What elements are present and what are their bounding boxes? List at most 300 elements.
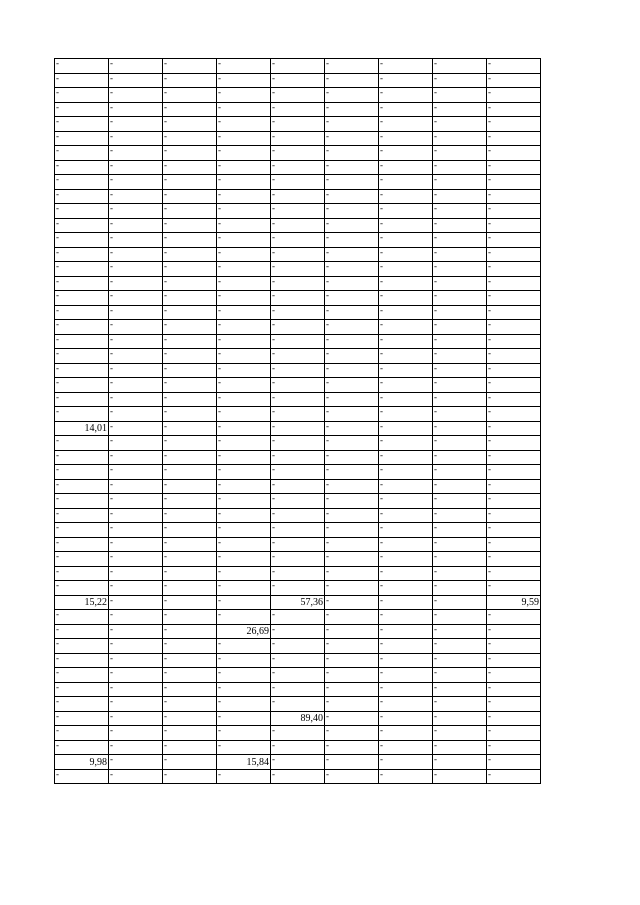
table-cell: - <box>271 726 325 741</box>
table-cell: - <box>109 682 163 697</box>
table-cell: - <box>109 189 163 204</box>
table-cell: - <box>487 436 541 451</box>
table-cell: - <box>217 218 271 233</box>
table-cell: - <box>217 363 271 378</box>
table-cell: - <box>433 204 487 219</box>
table-row <box>55 581 541 596</box>
table-cell: - <box>487 697 541 712</box>
table-row <box>55 610 541 625</box>
table-cell: - <box>325 320 379 335</box>
table-cell: - <box>55 479 109 494</box>
table-cell: - <box>325 711 379 726</box>
table-cell: - <box>55 537 109 552</box>
table-cell: - <box>163 639 217 654</box>
table-cell: - <box>325 407 379 422</box>
table-cell: - <box>217 465 271 480</box>
table-cell: - <box>217 204 271 219</box>
table-cell: - <box>55 131 109 146</box>
table-row <box>55 682 541 697</box>
table-cell: - <box>487 639 541 654</box>
table-cell: - <box>271 146 325 161</box>
table-cell: - <box>163 697 217 712</box>
table-cell: - <box>217 262 271 277</box>
table-cell: - <box>433 436 487 451</box>
table-cell: - <box>325 218 379 233</box>
table-cell: - <box>271 653 325 668</box>
table-cell: - <box>487 88 541 103</box>
table-cell: - <box>217 392 271 407</box>
table-cell: - <box>55 769 109 784</box>
table-cell: - <box>109 291 163 306</box>
table-cell: - <box>217 436 271 451</box>
table-row <box>55 146 541 161</box>
table-cell: 89,40 <box>271 711 325 726</box>
table-cell: - <box>433 320 487 335</box>
table-cell: - <box>379 247 433 262</box>
table-cell: - <box>271 479 325 494</box>
table-cell: - <box>433 479 487 494</box>
table-cell: - <box>55 233 109 248</box>
table-cell: - <box>271 537 325 552</box>
table-row <box>55 204 541 219</box>
table-cell: - <box>109 407 163 422</box>
table-cell: - <box>217 131 271 146</box>
table-cell: - <box>325 697 379 712</box>
table-cell: - <box>271 363 325 378</box>
table-cell: - <box>433 117 487 132</box>
table-cell: - <box>163 595 217 610</box>
table-cell: - <box>55 204 109 219</box>
table-cell: - <box>325 653 379 668</box>
table-cell: - <box>487 421 541 436</box>
table-cell: - <box>325 726 379 741</box>
table-cell: - <box>325 494 379 509</box>
table-cell: - <box>271 465 325 480</box>
table-cell: - <box>433 392 487 407</box>
table-cell: - <box>163 189 217 204</box>
table-cell: - <box>217 697 271 712</box>
table-cell: - <box>325 392 379 407</box>
table-cell: - <box>217 291 271 306</box>
table-cell: - <box>487 378 541 393</box>
table-cell: - <box>217 349 271 364</box>
table-cell: - <box>109 218 163 233</box>
table-cell: - <box>379 769 433 784</box>
table-cell: - <box>271 450 325 465</box>
table-cell: - <box>433 668 487 683</box>
table-cell: - <box>217 117 271 132</box>
table-cell: - <box>217 682 271 697</box>
table-cell: - <box>487 581 541 596</box>
table-cell: - <box>109 392 163 407</box>
table-cell: - <box>487 726 541 741</box>
table-cell: - <box>379 726 433 741</box>
table-cell: - <box>109 494 163 509</box>
table-cell: - <box>379 262 433 277</box>
table-cell: - <box>163 407 217 422</box>
table-row <box>55 726 541 741</box>
table-cell: - <box>163 378 217 393</box>
table-cell: - <box>487 537 541 552</box>
table-row <box>55 160 541 175</box>
table-cell: - <box>487 247 541 262</box>
table-cell: - <box>433 682 487 697</box>
table-cell: - <box>487 175 541 190</box>
table-cell: - <box>379 175 433 190</box>
table-cell: - <box>271 436 325 451</box>
table-cell: - <box>271 189 325 204</box>
table-cell: - <box>163 131 217 146</box>
table-cell: - <box>163 146 217 161</box>
table-cell: - <box>163 581 217 596</box>
table-cell: - <box>487 233 541 248</box>
table-row <box>55 697 541 712</box>
table-cell: - <box>271 378 325 393</box>
table-cell: 57,36 <box>271 595 325 610</box>
table-row <box>55 668 541 683</box>
table-cell: - <box>379 494 433 509</box>
table-cell: - <box>271 204 325 219</box>
table-cell: - <box>325 291 379 306</box>
table-cell: - <box>217 537 271 552</box>
table-cell: - <box>109 566 163 581</box>
table-cell: - <box>325 508 379 523</box>
table-cell: - <box>109 552 163 567</box>
table-cell: - <box>163 740 217 755</box>
table-row <box>55 59 541 74</box>
table-cell: - <box>109 581 163 596</box>
table-cell: - <box>271 668 325 683</box>
table-cell: 15,84 <box>217 755 271 770</box>
table-cell: - <box>55 508 109 523</box>
table-cell: - <box>379 479 433 494</box>
table-row <box>55 421 541 436</box>
table-cell: - <box>271 740 325 755</box>
table-cell: - <box>163 668 217 683</box>
table-row <box>55 436 541 451</box>
table-cell: - <box>163 320 217 335</box>
table-cell: - <box>109 117 163 132</box>
table-cell: - <box>487 59 541 74</box>
table-cell: - <box>325 595 379 610</box>
table-cell: - <box>109 175 163 190</box>
table-cell: - <box>325 523 379 538</box>
table-cell: - <box>55 320 109 335</box>
table-cell: - <box>379 160 433 175</box>
table-cell: - <box>433 175 487 190</box>
table-cell: - <box>109 653 163 668</box>
table-cell: - <box>325 363 379 378</box>
table-cell: - <box>433 160 487 175</box>
table-cell: - <box>109 334 163 349</box>
table-cell: - <box>487 305 541 320</box>
table-cell: - <box>271 218 325 233</box>
table-row <box>55 131 541 146</box>
table-cell: - <box>217 334 271 349</box>
table-cell: - <box>379 610 433 625</box>
table-cell: - <box>109 711 163 726</box>
table-cell: - <box>271 88 325 103</box>
table-cell: 26,69 <box>217 624 271 639</box>
table-cell: - <box>163 262 217 277</box>
table-row <box>55 291 541 306</box>
table-cell: - <box>55 639 109 654</box>
table-cell: - <box>487 320 541 335</box>
table-cell: - <box>325 566 379 581</box>
table-row <box>55 566 541 581</box>
table-cell: - <box>433 769 487 784</box>
table-cell: - <box>433 494 487 509</box>
table-cell: - <box>379 465 433 480</box>
table-cell: - <box>271 639 325 654</box>
table-cell: - <box>379 363 433 378</box>
table-cell: - <box>325 247 379 262</box>
table-cell: - <box>55 334 109 349</box>
table-cell: - <box>163 494 217 509</box>
table-cell: - <box>163 523 217 538</box>
table-cell: - <box>433 726 487 741</box>
table-cell: - <box>271 755 325 770</box>
table-cell: - <box>55 59 109 74</box>
table-cell: - <box>487 262 541 277</box>
table-cell: - <box>379 668 433 683</box>
table-cell: - <box>217 146 271 161</box>
table-cell: - <box>433 537 487 552</box>
table-cell: - <box>55 117 109 132</box>
table-cell: - <box>55 247 109 262</box>
table-cell: - <box>433 189 487 204</box>
table-cell: - <box>109 305 163 320</box>
table-row <box>55 175 541 190</box>
table-cell: - <box>433 610 487 625</box>
table-cell: - <box>163 537 217 552</box>
table-cell: - <box>109 624 163 639</box>
table-cell: - <box>217 378 271 393</box>
table-cell: - <box>217 610 271 625</box>
table-cell: - <box>379 204 433 219</box>
table-cell: - <box>325 740 379 755</box>
table-cell: - <box>217 160 271 175</box>
table-cell: - <box>109 276 163 291</box>
table-cell: - <box>487 479 541 494</box>
table-cell: - <box>379 436 433 451</box>
table-cell: - <box>55 566 109 581</box>
table-cell: - <box>487 465 541 480</box>
table-cell: - <box>271 160 325 175</box>
table-cell: - <box>271 769 325 784</box>
table-cell: - <box>217 581 271 596</box>
table-cell: - <box>433 566 487 581</box>
table-cell: - <box>487 711 541 726</box>
table-cell: - <box>433 305 487 320</box>
table-cell: - <box>487 160 541 175</box>
table-cell: - <box>217 769 271 784</box>
table-cell: - <box>109 233 163 248</box>
table-row <box>55 218 541 233</box>
table-row <box>55 334 541 349</box>
table-cell: - <box>271 102 325 117</box>
table-cell: - <box>487 610 541 625</box>
table-row <box>55 378 541 393</box>
table-cell: - <box>55 175 109 190</box>
table-cell: - <box>487 276 541 291</box>
table-cell: - <box>163 436 217 451</box>
table-cell: - <box>487 668 541 683</box>
table-cell: - <box>271 262 325 277</box>
table-cell: - <box>325 581 379 596</box>
table-row <box>55 102 541 117</box>
table-cell: - <box>271 682 325 697</box>
table-cell: - <box>379 624 433 639</box>
table-cell: - <box>109 726 163 741</box>
table-cell: - <box>325 189 379 204</box>
table-cell: - <box>271 697 325 712</box>
table-cell: 15,22 <box>55 595 109 610</box>
table-cell: - <box>487 334 541 349</box>
table-cell: - <box>433 349 487 364</box>
table-cell: - <box>55 465 109 480</box>
table-cell: - <box>217 595 271 610</box>
table-cell: - <box>109 160 163 175</box>
table-cell: - <box>55 276 109 291</box>
table-cell: - <box>163 711 217 726</box>
table-cell: - <box>217 508 271 523</box>
table-cell: - <box>487 392 541 407</box>
table-row <box>55 595 541 610</box>
table-cell: - <box>487 450 541 465</box>
table-cell: - <box>325 378 379 393</box>
table-cell: - <box>325 233 379 248</box>
table-cell: - <box>325 668 379 683</box>
table-cell: - <box>217 175 271 190</box>
table-cell: - <box>325 276 379 291</box>
table-cell: - <box>379 755 433 770</box>
table-cell: - <box>163 479 217 494</box>
spreadsheet-table <box>54 58 541 784</box>
table-cell: - <box>433 363 487 378</box>
table-cell: - <box>379 697 433 712</box>
table-cell: 14,01 <box>55 421 109 436</box>
table-cell: - <box>379 334 433 349</box>
table-row <box>55 508 541 523</box>
table-cell: - <box>109 146 163 161</box>
table-cell: - <box>109 639 163 654</box>
table-cell: - <box>217 566 271 581</box>
table-cell: - <box>271 73 325 88</box>
table-cell: - <box>487 755 541 770</box>
table-row <box>55 639 541 654</box>
table-cell: - <box>379 566 433 581</box>
table-cell: - <box>109 363 163 378</box>
table-cell: - <box>325 755 379 770</box>
table-cell: - <box>271 276 325 291</box>
table-cell: - <box>379 740 433 755</box>
table-cell: - <box>379 88 433 103</box>
table-cell: - <box>433 523 487 538</box>
table-cell: - <box>487 349 541 364</box>
table-cell: - <box>109 421 163 436</box>
table-row <box>55 552 541 567</box>
table-cell: - <box>163 726 217 741</box>
table-row <box>55 465 541 480</box>
table-cell: - <box>433 552 487 567</box>
table-row <box>55 262 541 277</box>
table-cell: - <box>217 552 271 567</box>
table-cell: - <box>109 88 163 103</box>
table-cell: - <box>433 59 487 74</box>
table-cell: - <box>55 363 109 378</box>
table-cell: - <box>55 668 109 683</box>
table-cell: - <box>433 624 487 639</box>
table-cell: - <box>379 523 433 538</box>
table-cell: - <box>487 682 541 697</box>
table-cell: - <box>379 146 433 161</box>
table-cell: - <box>379 233 433 248</box>
table-cell: - <box>433 595 487 610</box>
table-cell: - <box>433 218 487 233</box>
table-cell: - <box>217 653 271 668</box>
table-cell: - <box>487 291 541 306</box>
table-cell: - <box>271 320 325 335</box>
table-cell: - <box>217 233 271 248</box>
table-row <box>55 363 541 378</box>
table-cell: - <box>379 595 433 610</box>
table-cell: - <box>55 682 109 697</box>
table-cell: - <box>325 450 379 465</box>
table-cell: - <box>379 711 433 726</box>
table-cell: - <box>379 537 433 552</box>
table-cell: - <box>217 523 271 538</box>
table-cell: - <box>163 349 217 364</box>
table-cell: - <box>163 117 217 132</box>
table-cell: - <box>271 523 325 538</box>
table-cell: - <box>433 73 487 88</box>
table-cell: - <box>271 131 325 146</box>
table-cell: - <box>271 421 325 436</box>
table-cell: - <box>379 407 433 422</box>
table-cell: - <box>433 581 487 596</box>
table-cell: - <box>217 276 271 291</box>
table-cell: - <box>163 363 217 378</box>
table-cell: - <box>55 494 109 509</box>
table-cell: - <box>55 523 109 538</box>
table-cell: - <box>217 639 271 654</box>
table-row <box>55 479 541 494</box>
table-cell: - <box>55 653 109 668</box>
table-cell: - <box>487 102 541 117</box>
table-cell: - <box>163 392 217 407</box>
table-cell: - <box>433 378 487 393</box>
table-cell: - <box>271 508 325 523</box>
table-cell: - <box>433 276 487 291</box>
table-cell: - <box>217 494 271 509</box>
table-cell: - <box>271 247 325 262</box>
table-cell: - <box>433 247 487 262</box>
table-cell: - <box>163 421 217 436</box>
table-cell: - <box>379 508 433 523</box>
table-cell: - <box>217 320 271 335</box>
table-cell: - <box>109 247 163 262</box>
table-cell: - <box>109 131 163 146</box>
table-cell: - <box>325 160 379 175</box>
table-cell: - <box>55 407 109 422</box>
table-cell: - <box>163 102 217 117</box>
table-cell: - <box>325 610 379 625</box>
table-cell: - <box>325 769 379 784</box>
table-cell: - <box>433 740 487 755</box>
table-cell: - <box>487 131 541 146</box>
table-cell: - <box>379 117 433 132</box>
